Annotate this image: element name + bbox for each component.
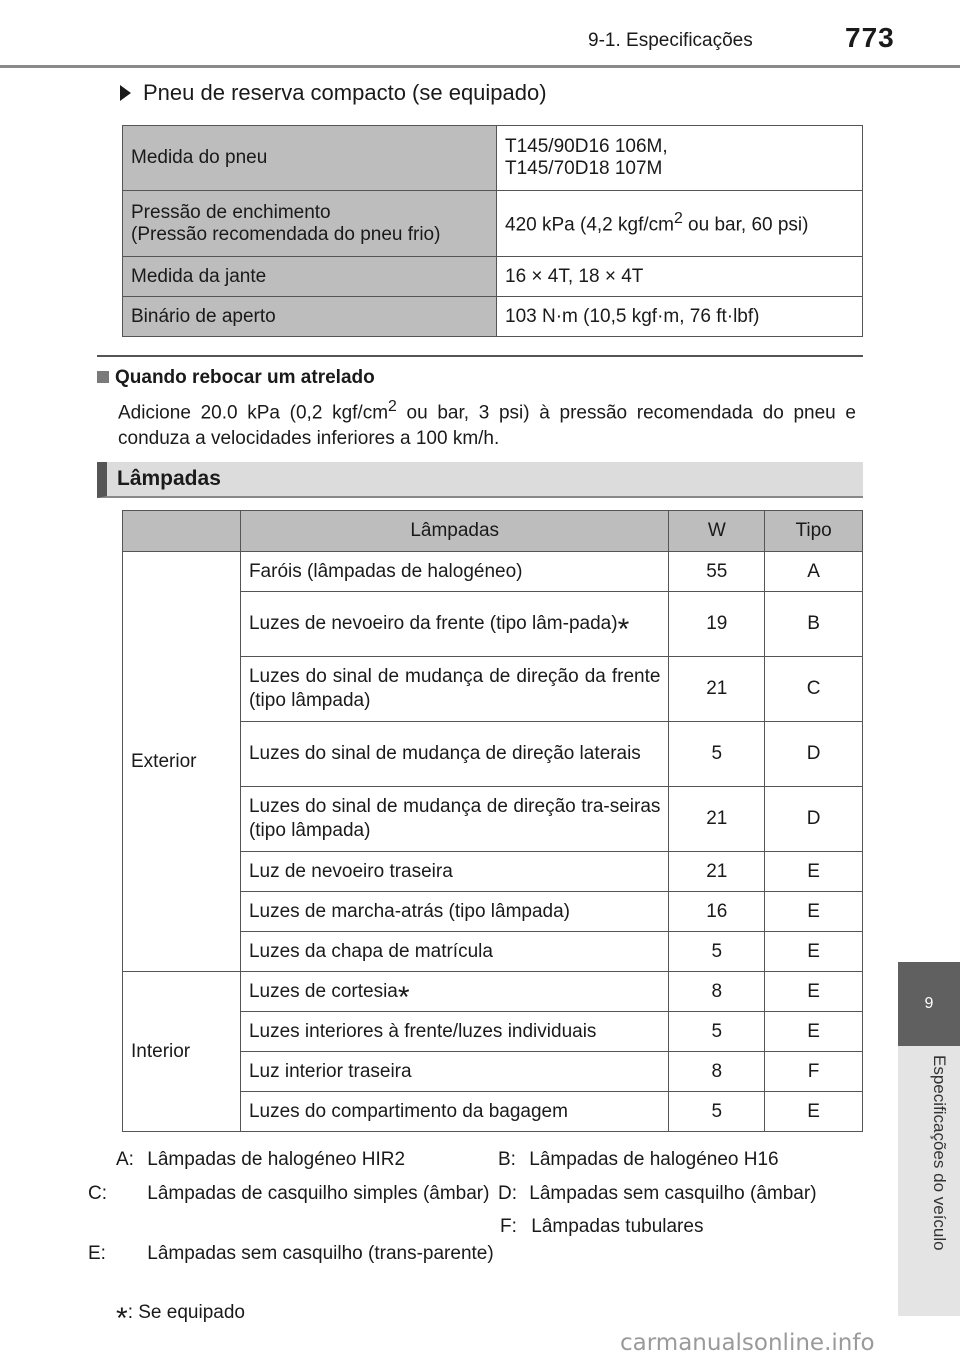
bulb-name: Luzes interiores à frente/luzes individuais — [240, 1012, 668, 1052]
table-row — [123, 552, 863, 592]
group-interior: Interior — [123, 972, 241, 1132]
bulb-watts: 16 — [669, 892, 765, 932]
col-header-name: Lâmpadas — [240, 511, 668, 552]
label-line: (Pressão recomendada do pneu frio) — [131, 223, 441, 245]
section-divider — [97, 355, 863, 357]
bulbs-section-header — [97, 462, 863, 498]
note-text: ou bar, 3 psi) à pressão recomendada do pneu e conduza a velocidades inferiores a 100 km/h. — [118, 402, 856, 450]
row-value — [497, 126, 863, 191]
bulb-type: A — [765, 552, 863, 592]
legend-text: Se equipado — [132, 1302, 245, 1323]
row-label: Medida da jante — [123, 257, 497, 297]
section-title: 9-1. Especificações — [588, 30, 753, 51]
bulb-type: E — [765, 1012, 863, 1052]
bulb-watts: 5 — [669, 1012, 765, 1052]
bulb-watts: 21 — [669, 657, 765, 722]
bulb-watts: 5 — [669, 932, 765, 972]
legend-key: : — [127, 1302, 133, 1323]
bulb-watts: 21 — [669, 852, 765, 892]
row-value: 103 N·m (10,5 kgf·m, 76 ft·lbf) — [497, 297, 863, 337]
spare-tire-heading — [120, 80, 547, 106]
bulb-name — [240, 972, 668, 1012]
table-row — [123, 191, 863, 257]
legend-key: F: — [500, 1216, 517, 1237]
legend-key: D: — [498, 1183, 517, 1204]
legend-footnote — [116, 1300, 245, 1335]
page-number: 773 — [845, 22, 895, 53]
legend-text: Lâmpadas sem casquilho (trans-parente) — [147, 1243, 494, 1264]
bulb-name: Luz interior traseira — [240, 1052, 668, 1092]
bulb-name: Luzes do sinal de mudança de direção tra-seiras (tipo lâmpada) — [240, 787, 668, 852]
legend-item-c — [88, 1181, 496, 1207]
value-line: T145/70D18 107M — [505, 158, 663, 179]
row-label: Medida do pneu — [123, 126, 497, 191]
value-text: ou bar, 60 psi) — [682, 214, 809, 236]
footnote-star: * — [397, 980, 410, 1014]
bulb-watts: 5 — [669, 1092, 765, 1132]
legend-item-a — [116, 1147, 405, 1173]
footnote-star: * — [116, 1302, 128, 1335]
note-text: Adicione 20.0 kPa (0,2 kgf/cm — [118, 402, 389, 424]
legend-text: Lâmpadas de halogéneo H16 — [529, 1149, 779, 1170]
table-row — [123, 972, 863, 1012]
bulb-watts: 5 — [669, 722, 765, 787]
table-row — [123, 257, 863, 297]
legend-item-f — [500, 1214, 703, 1240]
legend-key: E: — [88, 1243, 106, 1264]
bulb-name: Luzes do sinal de mudança de direção laterais — [240, 722, 668, 787]
chapter-tab: 9 — [898, 962, 960, 1046]
chapter-tab-label: Especificações do veículo — [930, 1055, 949, 1251]
bulb-name: Luzes de marcha-atrás (tipo lâmpada) — [240, 892, 668, 932]
col-header-watts: W — [669, 511, 765, 552]
bulb-name-text: Luzes de nevoeiro da frente (tipo lâm-pada) — [248, 613, 618, 634]
bulb-type: C — [765, 657, 863, 722]
footnote-star: * — [617, 613, 630, 646]
legend-key: B: — [498, 1149, 516, 1170]
bulb-name: Faróis (lâmpadas de halogéneo) — [240, 552, 668, 592]
table-row — [123, 297, 863, 337]
header-divider — [0, 65, 960, 68]
col-header-group — [123, 511, 241, 552]
square-bullet-icon — [97, 371, 109, 383]
label-line: Pressão de enchimento — [131, 201, 331, 223]
bulb-name: Luz de nevoeiro traseira — [240, 852, 668, 892]
towing-note-heading — [97, 367, 375, 389]
group-exterior: Exterior — [123, 552, 241, 972]
bulb-type: E — [765, 892, 863, 932]
superscript: 2 — [388, 398, 397, 415]
bulb-watts: 8 — [669, 972, 765, 1012]
watermark: carmanualsonline.info — [620, 1330, 875, 1356]
legend-text: Lâmpadas de halogéneo HIR2 — [147, 1149, 406, 1170]
bulb-name — [240, 592, 668, 657]
bulbs-section-title: Lâmpadas — [117, 467, 221, 490]
bulb-watts: 55 — [669, 552, 765, 592]
legend-text: Lâmpadas tubulares — [531, 1216, 704, 1237]
bulb-type: E — [765, 932, 863, 972]
legend-item-b — [498, 1147, 779, 1173]
legend-key: C: — [88, 1183, 107, 1204]
towing-note-body — [118, 394, 856, 452]
legend-item-d — [498, 1181, 817, 1207]
bulb-name-text: Luzes de cortesia — [248, 980, 398, 1002]
bulb-name: Luzes do compartimento da bagagem — [240, 1092, 668, 1132]
spare-tire-title: Pneu de reserva compacto (se equipado) — [143, 80, 547, 105]
bulb-watts: 21 — [669, 787, 765, 852]
bulb-watts: 19 — [669, 592, 765, 657]
bulb-type: D — [765, 787, 863, 852]
bulb-type: F — [765, 1052, 863, 1092]
bulb-type: E — [765, 852, 863, 892]
row-value — [497, 191, 863, 257]
triangle-bullet-icon — [120, 85, 131, 101]
bulb-type: D — [765, 722, 863, 787]
col-header-type: Tipo — [765, 511, 863, 552]
bulb-type: B — [765, 592, 863, 657]
bulbs-table — [122, 510, 863, 1132]
bulb-name: Luzes do sinal de mudança de direção da frente (tipo lâmpada) — [240, 657, 668, 722]
row-value: 16 × 4T, 18 × 4T — [497, 257, 863, 297]
bulb-watts: 8 — [669, 1052, 765, 1092]
row-label: Binário de aperto — [123, 297, 497, 337]
row-label — [123, 191, 497, 257]
towing-note-title: Quando rebocar um atrelado — [115, 367, 375, 388]
legend-key: A: — [116, 1149, 134, 1170]
table-row — [123, 126, 863, 191]
superscript: 2 — [673, 210, 683, 228]
table-header-row — [123, 511, 863, 552]
legend-text: Lâmpadas de casquilho simples (âmbar) — [147, 1183, 490, 1204]
bulb-name: Luzes da chapa de matrícula — [240, 932, 668, 972]
spare-tire-table — [122, 125, 863, 337]
legend-item-e — [88, 1241, 496, 1267]
bulb-type: E — [765, 972, 863, 1012]
value-line: T145/90D16 106M, — [505, 136, 668, 157]
bulb-type: E — [765, 1092, 863, 1132]
legend-text: Lâmpadas sem casquilho (âmbar) — [529, 1183, 817, 1204]
value-text: 420 kPa (4,2 kgf/cm — [505, 214, 674, 236]
